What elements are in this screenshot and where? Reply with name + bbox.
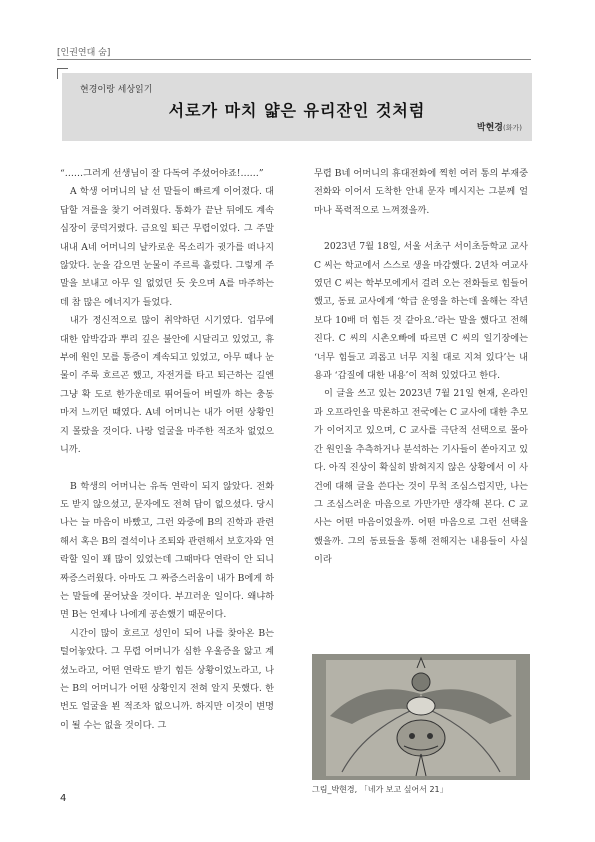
paragraph: A 학생 어머니의 날 선 말들이 빠르게 이어졌다. 대답할 겨를을 찾기 어려웠다. 통화가 끝난 뒤에도 계속 심장이 쿵덕거렸다. 금요일 퇴근 무렵이었다. 그 주말 내내 A네 어머니의 날카로운 목소리가 귓가를 떠나지 않았다. 눈을 감으면 눈물이 주르륵 흘렀다. 그렇게 주말을 보내고 아무 일 없었던 듯 웃으며 A를 마주하는 데 참 많은 에너지가 들었다. (60, 186, 274, 308)
artwork-figure (312, 654, 530, 780)
artwork-image (312, 654, 530, 780)
paragraph: 2023년 7월 18일, 서울 서초구 서이초등학교 교사 C 씨는 학교에서 스스로 생을 마감했다. 2년차 여교사였던 C 씨는 학부모에게서 걸려 오는 전화들로 힘들어했고, 동료 교사에게 ‘학급 운영을 하는데 올해는 작년보다 10배 더 힘든 것 같아요.’라는 말을 했다고 전해진다. C 씨의 시촌오빠에 따르면 C 씨의 일기장에는 ‘너무 힘들고 괴롭고 너무 지칠 대로 지쳐 있다’는 내용과 ‘갑질에 대한 내용’이 적혀 있었다고 한다. (314, 241, 528, 382)
figure-caption: 그림_박현경, 「네가 보고 싶어서 21」 (312, 785, 448, 794)
paragraph: 내가 정신적으로 많이 취약하던 시기였다. 업무에 대한 압박감과 뿌리 깊은 불안에 시달리고 있었고, 휴부에 원인 모를 통증이 계속되고 있었고, 아무 때나 눈물이 주룩 흐르곤 했고, 자전거를 타고 퇴근하는 길엔 그냥 확 도로 한가운데로 뛰어들어 버릴까 하는 충동마저 느끼던 때였다. A네 어머니는 내가 어떤 상황인지 몰랐을 것이다. 나랑 얼굴을 마주한 적조차 없었으니까. (60, 315, 274, 456)
series-label: 현경이랑 세상읽기 (80, 85, 153, 95)
corner-mark (57, 68, 68, 79)
article-banner (62, 73, 532, 141)
paragraph: 이 글을 쓰고 있는 2023년 7월 21일 현재, 온라인과 오프라인을 막론하고 전국에는 C 교사에 대한 추모가 이어지고 있으며, C 교사를 극단적 선택으로 몰아간 원인을 추측하거나 분석하는 기사들이 쏟아지고 있다. 아직 진상이 확실히 밝혀지지 않은 상황에서 이 사건에 대해 글을 쓴다는 것이 무척 조심스럽지만, 나는 그 조심스러운 마음으로 가만가만 생각해 본다. C 교사는 어떤 마음이었을까. 어떤 마음으로 그런 선택을 했을까. 그의 동료들을 통해 전해지는 내용들이 사실이라 (314, 388, 528, 566)
author-role: (화가) (503, 124, 522, 132)
page-number: 4 (60, 793, 67, 804)
header-divider (57, 59, 531, 60)
article-title: 서로가 마치 얇은 유리잔인 것처럼 (168, 101, 426, 120)
paragraph: 무렵 B네 어머니의 휴대전화에 찍힌 여러 통의 부재중전화와 이어서 도착한 안내 문자 메시지는 그분께 얼마나 폭력적으로 느껴졌을까. (314, 168, 528, 216)
paragraph: B 학생의 어머니는 유독 연락이 되지 않았다. 전화도 받지 않으셨고, 문자에도 전혀 답이 없으셨다. 당시 나는 늘 마음이 바빴고, 그런 와중에 B의 진학과 관련해서 혹은 B의 결석이나 조퇴와 관련해서 보호자와 연락할 일이 꽤 많이 있었는데 그때마다 연락이 안 되니 짜증스러웠다. 아마도 그 짜증스러움이 내가 B에게 하는 말들에 묻어났을 것이다. 부끄러운 일이다. 왜냐하면 B는 언제나 나에게 공손했기 때문이다. (60, 480, 274, 621)
running-head: [인권연대 숨] (57, 48, 111, 58)
paragraph: 시간이 많이 흐르고 성인이 되어 나를 찾아온 B는 털어놓았다. 그 무렵 어머니가 심한 우울증을 앓고 계셨노라고, 어떤 연락도 받기 힘든 상황이었노라고, 나는 B의 어머니가 어떤 상황인지 전혀 알지 못했다. 한 번도 얼굴을 뵌 적조차 없으니까. 하지만 이것이 변명이 될 수는 없을 것이다. 그 (60, 627, 274, 731)
author-name: 박현경 (476, 123, 503, 133)
right-column (314, 165, 528, 570)
paragraph: “……그러게 선생님이 잘 다독여 주셨어야죠!……” (60, 168, 264, 179)
byline (477, 120, 522, 133)
paragraph-gap (314, 220, 528, 238)
left-column (60, 165, 274, 735)
paragraph-gap (60, 460, 274, 478)
